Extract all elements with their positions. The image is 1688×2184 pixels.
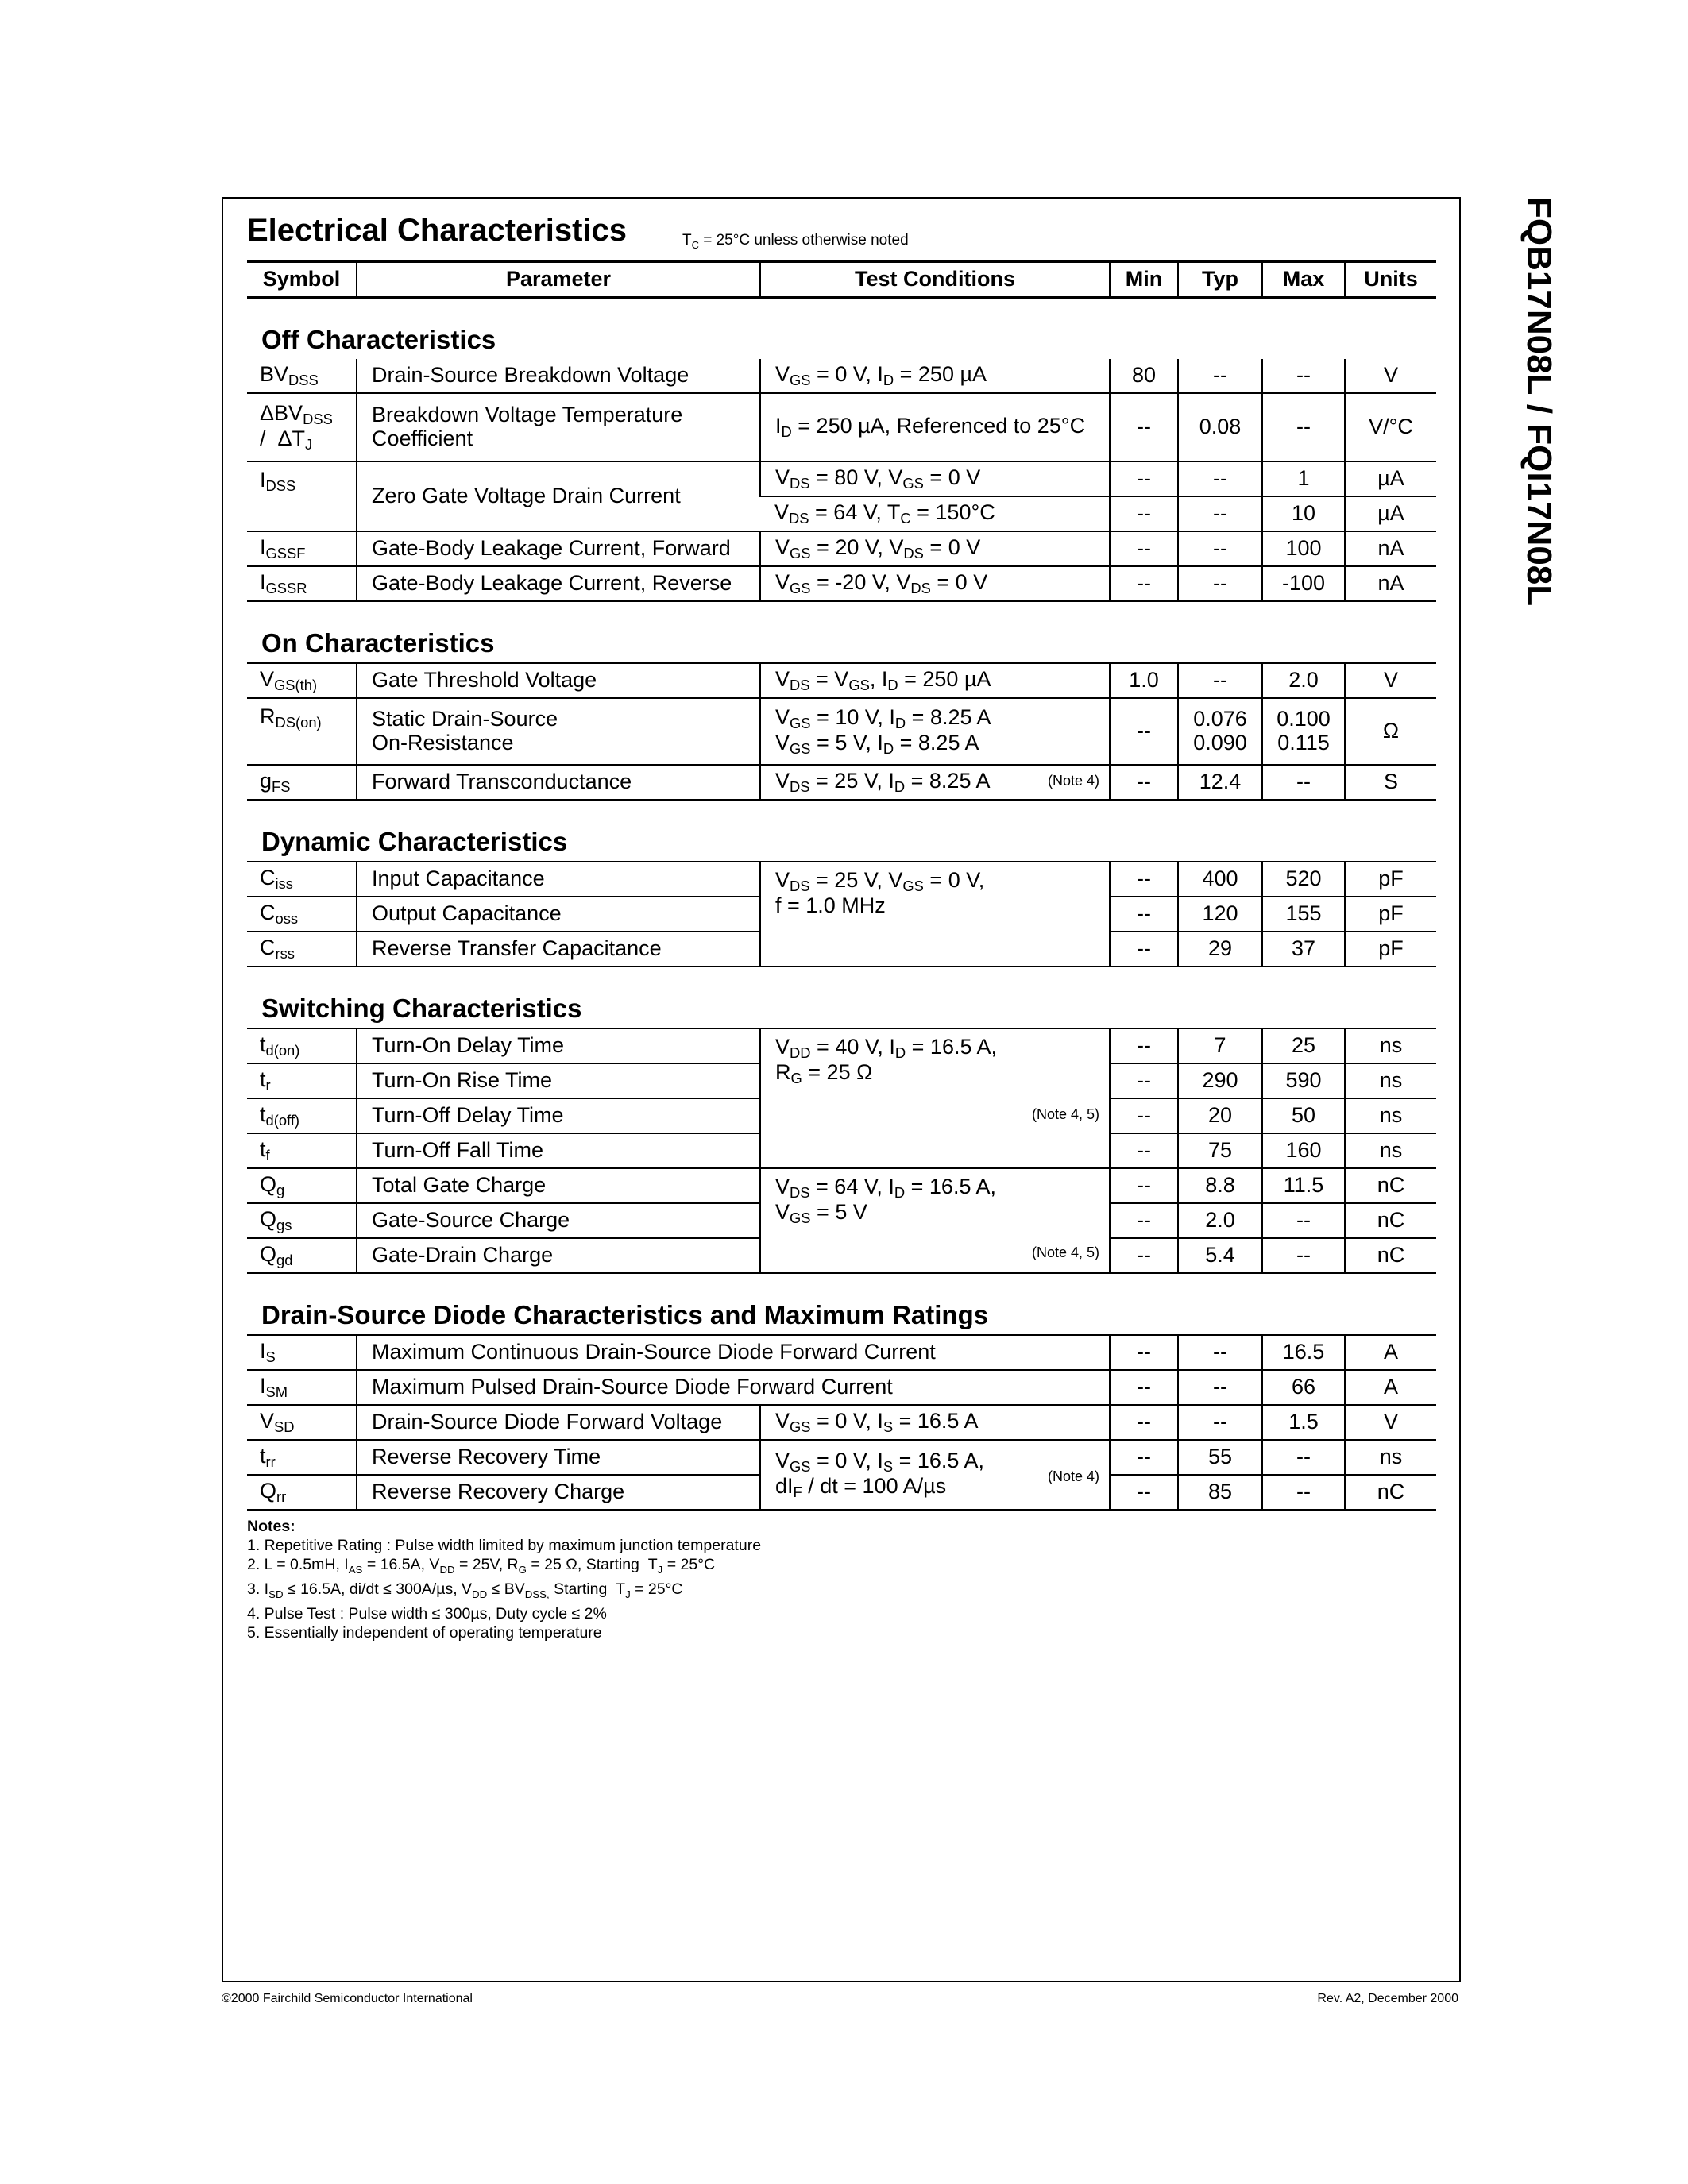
parameter-cell: Total Gate Charge (357, 1168, 760, 1203)
condition-cell: $V_{DS} = 64$ V, $I_D = 16.5$ A, $V_{GS} = 5$ V (Note 4, 5) (760, 1168, 1110, 1273)
parameter-cell: Drain-Source Breakdown Voltage (357, 359, 760, 393)
parameter-cell: Input Capacitance (357, 862, 760, 897)
table-row: $I_{SM}$ Maximum Pulsed Drain-Source Diode Forward Current -- -- 66 A (247, 1370, 1436, 1405)
table-row: $I_{GSSR}$ Gate-Body Leakage Current, Reverse $V_{GS} = -20$ V, $V_{DS} = 0$ V -- -- -100 nA (247, 566, 1436, 601)
symbol-cell: $C_{iss}$ (247, 862, 357, 897)
symbol-cell: $t_{rr}$ (247, 1440, 357, 1475)
header-row (247, 262, 1436, 298)
condition-cell: $V_{DS} = 25$ V, $I_D = 8.25$ A (Note 4) (760, 765, 1110, 800)
symbol-cell: $I_{GSSF}$ (247, 531, 357, 566)
note-ref: (Note 4) (1047, 773, 1099, 789)
parameter-cell: Forward Transconductance (357, 765, 760, 800)
parameter-cell: Gate-Drain Charge (357, 1238, 760, 1273)
condition-cell: $V_{DD} = 40$ V, $I_D = 16.5$ A, $R_G = 25$ Ω (Note 4, 5) (760, 1028, 1110, 1168)
condition-cell: $V_{GS} = -20$ V, $V_{DS} = 0$ V (760, 566, 1110, 601)
condition-cell: $V_{GS} = 0$ V, $I_S = 16.5$ A (760, 1405, 1110, 1440)
symbol-cell: $I_S$ (247, 1335, 357, 1370)
parameter-cell: Reverse Transfer Capacitance (357, 932, 760, 967)
table-row: $\Delta BV_{DSS}$ / $\Delta T_J$ Breakdown Voltage Temperature Coefficient $I_D = 250$ µA, Referenced to 25°C -- 0.08 -- V/°C (247, 393, 1436, 461)
col-test-conditions: Test Conditions (760, 262, 1110, 298)
symbol-cell: $C_{oss}$ (247, 897, 357, 932)
symbol-cell: $Q_{rr}$ (247, 1475, 357, 1510)
parameter-cell: Turn-Off Delay Time (357, 1098, 760, 1133)
note-4: 4. Pulse Test : Pulse width ≤ 300µs, Duty cycle ≤ 2% (247, 1605, 607, 1623)
parameter-cell: Turn-On Delay Time (357, 1028, 760, 1063)
table-row: $V_{SD}$ Drain-Source Diode Forward Voltage $V_{GS} = 0$ V, $I_S = 16.5$ A -- -- 1.5 V (247, 1405, 1436, 1440)
table-row: $t_{d(off)}$ Turn-Off Delay Time -- 20 50 ns (247, 1098, 1436, 1133)
parameter-cell: Turn-On Rise Time (357, 1063, 760, 1098)
side-title-text: FQB17N08L / FQI17N08L (1520, 197, 1559, 607)
parameter-cell: Maximum Continuous Drain-Source Diode Forward Current (357, 1335, 1110, 1370)
parameter-cell: Drain-Source Diode Forward Voltage (357, 1405, 760, 1440)
table-row: $R_{DS(on)}$ Static Drain-Source On-Resistance $V_{GS} = 10$ V, $I_D = 8.25$ A $V_{GS} = 5$ V, $I_D = 8.25$ A -- 0.076 0.090 0.100 0.115 Ω (247, 698, 1436, 765)
condition-cell: $V_{DS} = V_{GS}$, $I_D = 250$ µA (760, 663, 1110, 698)
condition-cell: $V_{DS} = 25$ V, $V_{GS} = 0$ V, f = 1.0 MHz (760, 862, 1110, 967)
table-row: $Q_g$ Total Gate Charge $V_{DS} = 64$ V, $I_D = 16.5$ A, $V_{GS} = 5$ V (Note 4, 5) -- 8.8 11.5 nC (247, 1168, 1436, 1203)
parameter-cell: Gate Threshold Voltage (357, 663, 760, 698)
condition-cell: $I_D = 250$ µA, Referenced to 25°C (760, 393, 1110, 461)
electrical-characteristics-table (247, 260, 1436, 1511)
condition-cell: $V_{GS} = 10$ V, $I_D = 8.25$ A $V_{GS} = 5$ V, $I_D = 8.25$ A (760, 698, 1110, 765)
table-row: $t_f$ Turn-Off Fall Time -- 75 160 ns (247, 1133, 1436, 1168)
col-max: Max (1262, 262, 1345, 298)
parameter-cell: Turn-Off Fall Time (357, 1133, 760, 1168)
table-row: $I_{DSS}$ Zero Gate Voltage Drain Current $V_{DS} = 80$ V, $V_{GS} = 0$ V -- -- 1 µA (247, 461, 1436, 496)
table-row: $Q_{gd}$ Gate-Drain Charge -- 5.4 -- nC (247, 1238, 1436, 1273)
condition-cell: $V_{DS} = 80$ V, $V_{GS} = 0$ V (760, 461, 1110, 496)
parameter-cell: Gate-Body Leakage Current, Forward (357, 531, 760, 566)
symbol-cell: $V_{SD}$ (247, 1405, 357, 1440)
symbol-cell: $Q_{gs}$ (247, 1203, 357, 1238)
parameter-cell: Maximum Pulsed Drain-Source Diode Forward Current (357, 1370, 1110, 1405)
table-row: $I_{GSSF}$ Gate-Body Leakage Current, Forward $V_{GS} = 20$ V, $V_{DS} = 0$ V -- -- 100 nA (247, 531, 1436, 566)
condition-cell: $V_{DS} = 64$ V, $T_C = 150^\circ C$ (760, 496, 1110, 531)
symbol-cell: $BV_{DSS}$ (247, 359, 357, 393)
symbol-cell: $Q_{gd}$ (247, 1238, 357, 1273)
table-row: $C_{rss}$ Reverse Transfer Capacitance -- 29 37 pF (247, 932, 1436, 967)
side-title (1514, 197, 1562, 673)
parameter-cell: Static Drain-Source On-Resistance (357, 698, 760, 765)
footer-copyright: ©2000 Fairchild Semiconductor International (222, 1992, 473, 2005)
parameter-cell: Reverse Recovery Charge (357, 1475, 760, 1510)
table-row: $Q_{rr}$ Reverse Recovery Charge -- 85 -- nC (247, 1475, 1436, 1510)
note-1: 1. Repetitive Rating : Pulse width limited by maximum junction temperature (247, 1537, 762, 1554)
col-units: Units (1345, 262, 1436, 298)
condition-cell: $V_{GS} = 20$ V, $V_{DS} = 0$ V (760, 531, 1110, 566)
notes-block (247, 1517, 761, 1642)
note-5: 5. Essentially independent of operating temperature (247, 1624, 602, 1642)
table-row: $I_S$ Maximum Continuous Drain-Source Diode Forward Current -- -- 16.5 A (247, 1335, 1436, 1370)
parameter-cell: Gate-Source Charge (357, 1203, 760, 1238)
table-row: $V_{GS(th)}$ Gate Threshold Voltage $V_{DS} = V_{GS}$, $I_D = 250$ µA 1.0 -- 2.0 V (247, 663, 1436, 698)
table-row: $V_{DS} = 64$ V, $T_C = 150^\circ C$ -- -- 10 µA (247, 496, 1436, 531)
table-row: $C_{oss}$ Output Capacitance -- 120 155 pF (247, 897, 1436, 932)
note-ref: (Note 4) (1047, 1468, 1099, 1485)
condition-cell: $V_{GS} = 0$ V, $I_D = 250$ µA (760, 359, 1110, 393)
symbol-cell: $t_{d(off)}$ (247, 1098, 357, 1133)
parameter-cell: Zero Gate Voltage Drain Current (357, 461, 760, 531)
table-row: $C_{iss}$ Input Capacitance $V_{DS} = 25$ V, $V_{GS} = 0$ V, f = 1.0 MHz -- 400 520 pF (247, 862, 1436, 897)
symbol-cell: $t_{d(on)}$ (247, 1028, 357, 1063)
page-title: Electrical Characteristics (247, 213, 628, 248)
notes-heading: Notes: (247, 1518, 295, 1535)
col-parameter: Parameter (357, 262, 760, 298)
parameter-cell: Output Capacitance (357, 897, 760, 932)
col-min: Min (1110, 262, 1178, 298)
table-row: $t_r$ Turn-On Rise Time -- 290 590 ns (247, 1063, 1436, 1098)
section-switching: Switching Characteristics (261, 993, 582, 1023)
table-row: $BV_{DSS}$ Drain-Source Breakdown Voltage $V_{GS} = 0$ V, $I_D = 250$ µA 80 -- -- V (247, 359, 1436, 393)
col-typ: Typ (1178, 262, 1262, 298)
symbol-cell: $I_{SM}$ (247, 1370, 357, 1405)
section-on: On Characteristics (261, 627, 495, 658)
section-off: Off Characteristics (261, 324, 496, 354)
footer-revision: Rev. A2, December 2000 (1317, 1992, 1458, 2005)
parameter-cell: Breakdown Voltage Temperature Coefficient (357, 393, 760, 461)
symbol-cell: $t_f$ (247, 1133, 357, 1168)
table-row: $Q_{gs}$ Gate-Source Charge -- 2.0 -- nC (247, 1203, 1436, 1238)
parameter-cell: Reverse Recovery Time (357, 1440, 760, 1475)
col-symbol: Symbol (247, 262, 357, 298)
note-3: 3. $I_{SD} \le 16.5A$, di/dt ≤ 300A/µs, $V_{DD} \le BV_{DSS,}$ Starting $T_J = 25^\circ C$ (247, 1580, 683, 1600)
title-row (247, 213, 1439, 257)
symbol-cell: $I_{DSS}$ (247, 461, 357, 531)
symbol-cell: $I_{GSSR}$ (247, 566, 357, 601)
table-row: $g_{FS}$ Forward Transconductance $V_{DS} = 25$ V, $I_D = 8.25$ A (Note 4) -- 12.4 -- S (247, 765, 1436, 800)
symbol-cell: $V_{GS(th)}$ (247, 663, 357, 698)
parameter-cell: Gate-Body Leakage Current, Reverse (357, 566, 760, 601)
symbol-cell: $t_r$ (247, 1063, 357, 1098)
table-row: $t_{d(on)}$ Turn-On Delay Time $V_{DD} = 40$ V, $I_D = 16.5$ A, $R_G = 25$ Ω (Note 4, 5) -- 7 25 ns (247, 1028, 1436, 1063)
section-diode: Drain-Source Diode Characteristics and Maximum Ratings (261, 1299, 989, 1329)
note-ref: (Note 4, 5) (1031, 1106, 1099, 1123)
title-condition-note: $T_C = 25^\circ C$ unless otherwise noted (682, 232, 909, 251)
symbol-cell: $Q_g$ (247, 1168, 357, 1203)
symbol-cell: $C_{rss}$ (247, 932, 357, 967)
symbol-cell: $g_{FS}$ (247, 765, 357, 800)
section-dynamic: Dynamic Characteristics (261, 826, 568, 856)
note-2: 2. L = 0.5mH, $I_{AS} = 16.5A$, $V_{DD} = 25V$, $R_G = 25$ Ω, Starting $T_J = 25^\circ C$ (247, 1556, 716, 1576)
condition-cell: $V_{GS} = 0$ V, $I_S = 16.5$ A, $dI_F$ / dt = 100 A/µs (Note 4) (760, 1440, 1110, 1510)
symbol-cell: $R_{DS(on)}$ (247, 698, 357, 765)
symbol-cell: $\Delta BV_{DSS}$ / $\Delta T_J$ (247, 393, 357, 461)
table-row: $t_{rr}$ Reverse Recovery Time $V_{GS} = 0$ V, $I_S = 16.5$ A, $dI_F$ / dt = 100 A/µs (Note 4) -- 55 -- ns (247, 1440, 1436, 1475)
note-ref: (Note 4, 5) (1031, 1244, 1099, 1261)
